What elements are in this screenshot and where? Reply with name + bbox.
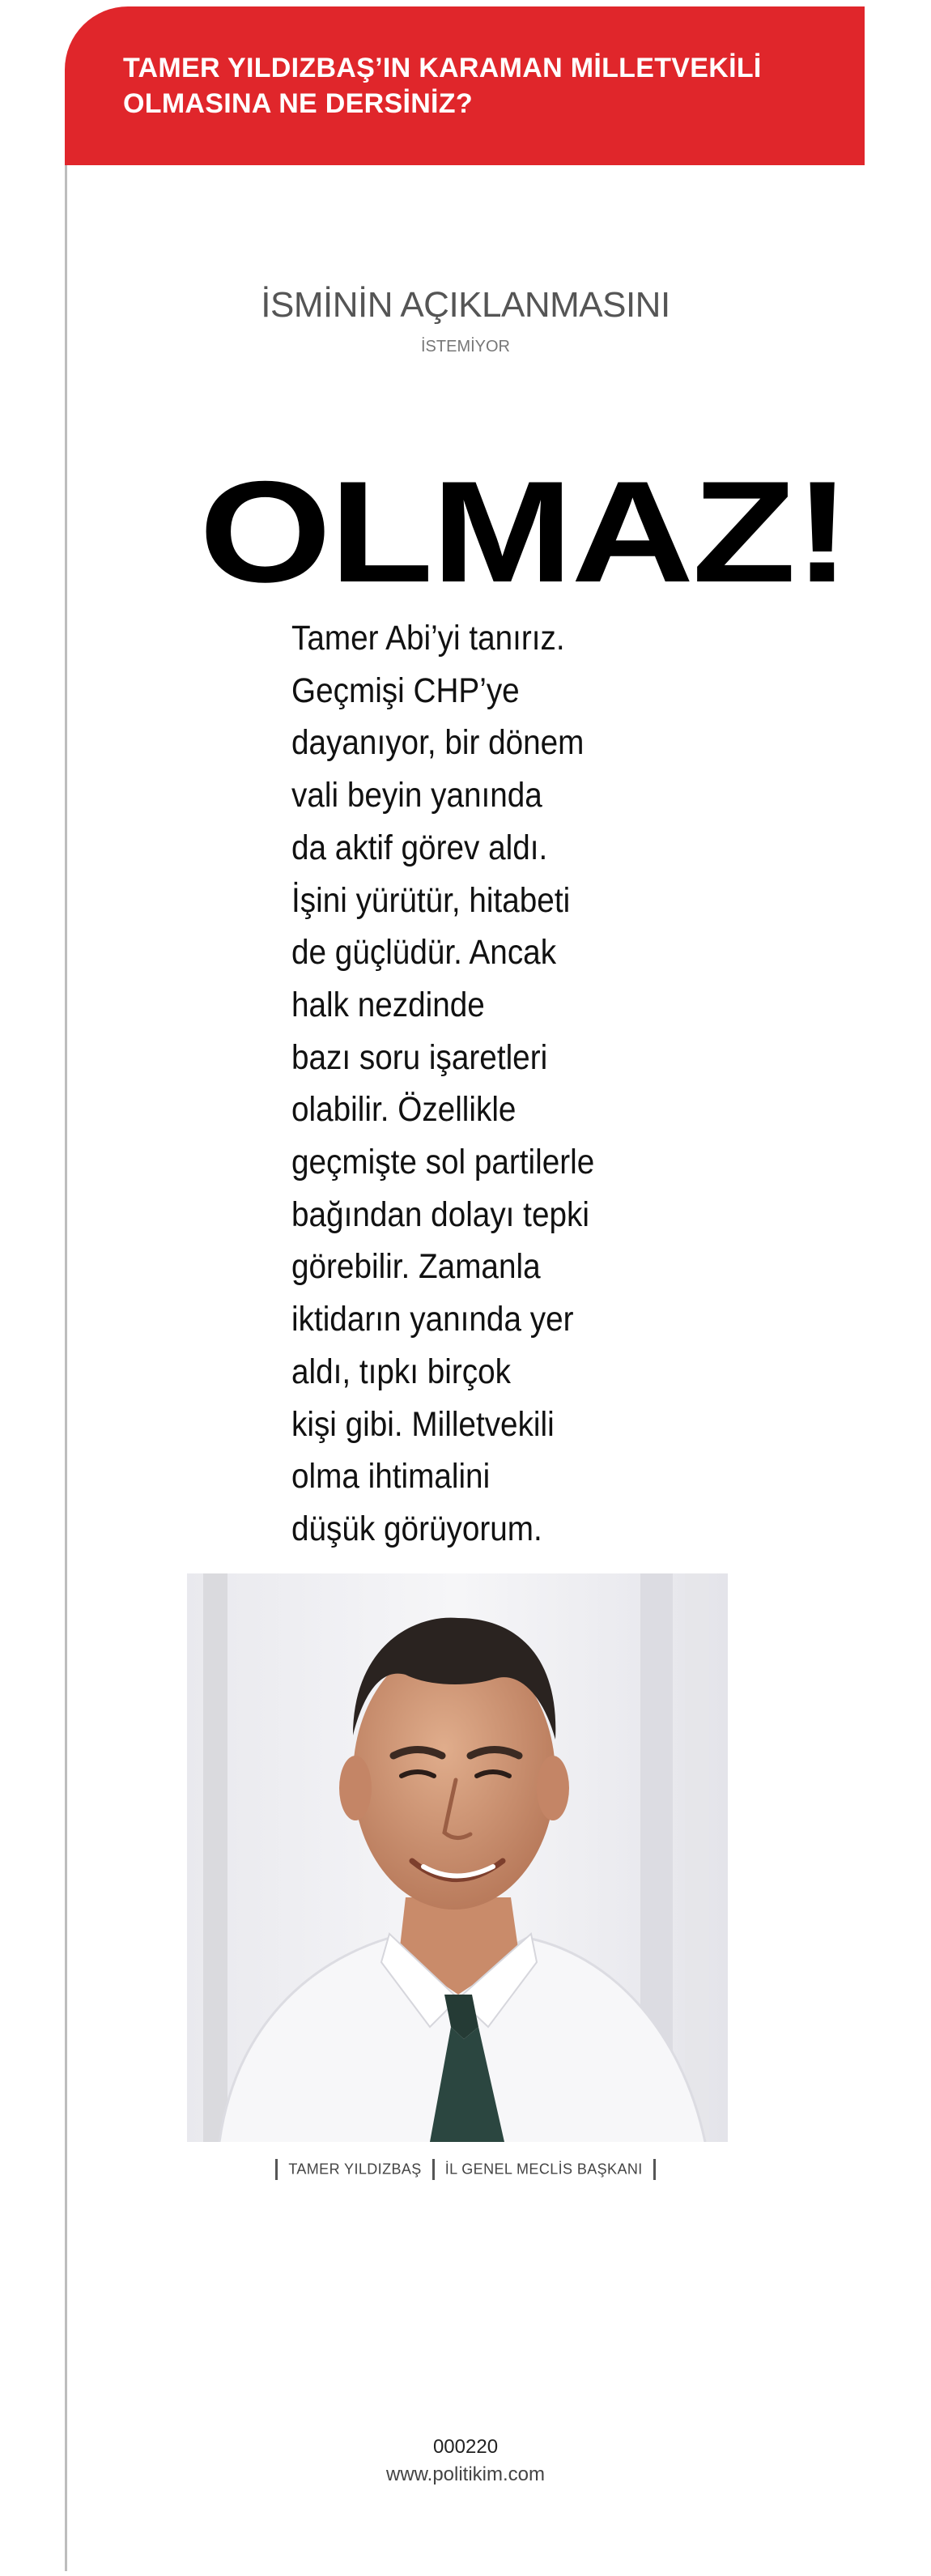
question-title (123, 50, 819, 121)
site-url: www.politikim.com (385, 2463, 546, 2485)
body-line: geçmişte sol partilerle (291, 1143, 595, 1182)
body-line: olma ihtimalini (291, 1457, 491, 1497)
body-line: bağından dolayı tepki (291, 1194, 589, 1234)
body-line: iktidarın yanında yer (291, 1300, 574, 1339)
caption-divider (653, 2159, 656, 2180)
respondent-note: İSTEMİYOR (420, 338, 510, 356)
body-line: de güçlüdür. Ancak (291, 933, 557, 973)
answer-body (291, 612, 648, 1556)
body-line: da aktif görev aldı. (291, 828, 548, 867)
respondent-name: İSMİNİN AÇIKLANMASINI (261, 285, 670, 325)
body-line: halk nezdinde (291, 985, 485, 1024)
question-title-line-1: TAMER YILDIZBAŞ’IN KARAMAN MİLLETVEKİLİ (123, 53, 762, 83)
question-banner (65, 6, 865, 165)
portrait-photo (187, 1573, 728, 2142)
body-line: görebilir. Zamanla (291, 1247, 541, 1287)
body-line: Geçmişi CHP’ye (291, 671, 520, 710)
question-title-line-2: OLMASINA NE DERSİNİZ? (123, 88, 473, 119)
caption-divider (275, 2159, 278, 2180)
body-line: düşük görüyorum. (291, 1509, 542, 1548)
caption-divider (432, 2159, 435, 2180)
page-code: 000220 (432, 2436, 499, 2458)
portrait-illustration (187, 1573, 728, 2142)
left-margin-rule (65, 162, 67, 2571)
caption-name: TAMER YILDIZBAŞ (288, 2161, 422, 2178)
body-line: İşini yürütür, hitabeti (291, 880, 571, 920)
body-line: vali beyin yanında (291, 776, 542, 815)
body-line: aldı, tıpkı birçok (291, 1352, 512, 1391)
body-line: Tamer Abi’yi tanırız. (291, 619, 565, 658)
photo-caption (0, 2159, 931, 2180)
caption-title: İL GENEL MECLİS BAŞKANI (444, 2161, 643, 2178)
body-line: bazı soru işaretleri (291, 1037, 548, 1077)
body-line: olabilir. Özellikle (291, 1090, 517, 1130)
body-line: dayanıyor, bir dönem (291, 723, 585, 763)
answer-headline: OLMAZ! (199, 451, 849, 612)
body-line: kişi gibi. Milletvekili (291, 1404, 555, 1444)
